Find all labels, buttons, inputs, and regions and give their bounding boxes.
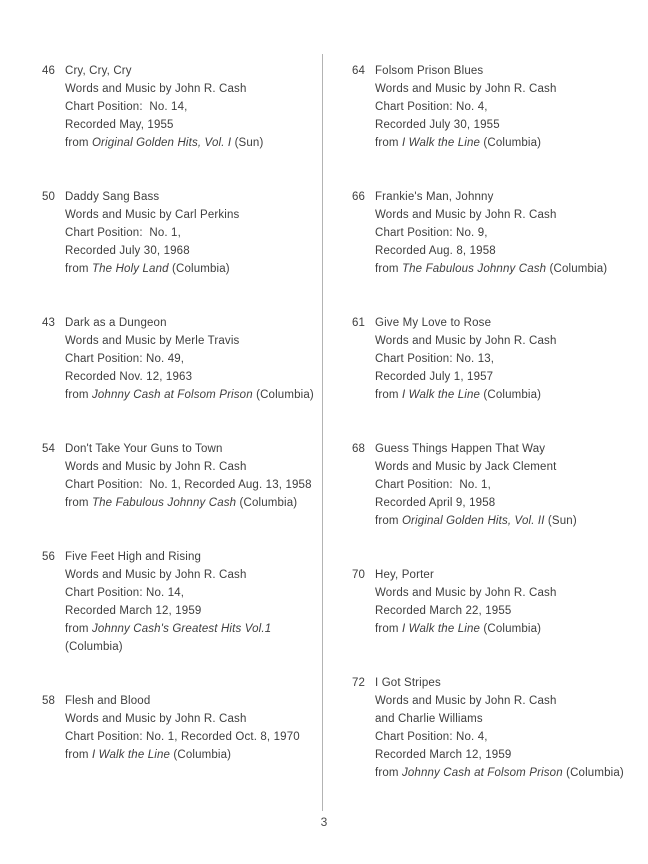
detail-text: (Columbia) xyxy=(252,389,314,401)
song-entry xyxy=(42,440,320,512)
song-entry-body xyxy=(65,314,320,404)
detail-text: Words and Music by Merle Travis xyxy=(65,335,240,347)
song-detail-line xyxy=(65,98,320,116)
detail-text: (Columbia) xyxy=(546,263,608,275)
column-divider-rule xyxy=(322,54,323,811)
song-detail-line xyxy=(375,512,642,530)
song-title: Don't Take Your Guns to Town xyxy=(65,443,223,455)
song-detail-line xyxy=(375,80,642,98)
detail-text: from xyxy=(65,497,92,509)
song-entry-body xyxy=(375,314,642,404)
song-detail-line xyxy=(375,350,642,368)
detail-text: Chart Position: No. 1, Recorded Aug. 13, 1958 xyxy=(65,479,312,491)
detail-text: (Sun) xyxy=(231,137,264,149)
song-entry xyxy=(42,188,320,278)
detail-text: from xyxy=(65,623,92,635)
song-detail-line xyxy=(375,728,642,746)
detail-text: Words and Music by Jack Clement xyxy=(375,461,557,473)
song-entry xyxy=(42,692,320,764)
song-title: Folsom Prison Blues xyxy=(375,65,484,77)
song-entry-body xyxy=(65,188,320,278)
detail-text: (Columbia) xyxy=(168,263,230,275)
detail-text: Chart Position: No. 1, xyxy=(375,479,491,491)
song-detail-line xyxy=(375,116,642,134)
song-title: Dark as a Dungeon xyxy=(65,317,167,329)
detail-text: Words and Music by John R. Cash xyxy=(375,335,557,347)
song-title: Hey, Porter xyxy=(375,569,434,581)
song-detail-line xyxy=(375,458,642,476)
album-title: Johnny Cash at Folsom Prison xyxy=(401,767,563,779)
song-entry xyxy=(42,314,320,404)
song-page-number: 66 xyxy=(352,191,366,203)
detail-text: Recorded July 30, 1955 xyxy=(375,119,500,131)
song-entry-body xyxy=(65,692,320,764)
song-detail-line xyxy=(375,764,642,782)
song-detail-line xyxy=(65,80,320,98)
song-detail-line xyxy=(375,494,642,512)
song-entry-body xyxy=(375,62,642,152)
album-title: Original Golden Hits, Vol. II xyxy=(401,515,545,527)
detail-text: Recorded Nov. 12, 1963 xyxy=(65,371,193,383)
detail-text: Recorded March 12, 1959 xyxy=(375,749,512,761)
song-title: I Got Stripes xyxy=(375,677,441,689)
detail-text: (Columbia) xyxy=(480,623,542,635)
song-detail-line xyxy=(375,584,642,602)
detail-text: Chart Position: No. 1, Recorded Oct. 8, 1970 xyxy=(65,731,300,743)
detail-text: Words and Music by John R. Cash xyxy=(375,83,557,95)
song-detail-line xyxy=(65,566,320,584)
detail-text: Chart Position: No. 4, xyxy=(375,101,488,113)
song-detail-line xyxy=(65,260,320,278)
song-title: Cry, Cry, Cry xyxy=(65,65,132,77)
song-detail-line xyxy=(65,728,320,746)
song-entry xyxy=(352,674,642,782)
song-detail-line xyxy=(375,224,642,242)
song-entry xyxy=(352,188,642,278)
song-detail-line xyxy=(65,224,320,242)
song-detail-line xyxy=(375,710,642,728)
song-detail-line xyxy=(65,134,320,152)
song-page-number: 56 xyxy=(42,551,56,563)
song-entry-body xyxy=(65,62,320,152)
song-detail-line xyxy=(65,206,320,224)
detail-text: from xyxy=(65,389,92,401)
song-title: Flesh and Blood xyxy=(65,695,151,707)
song-entry-body xyxy=(375,674,642,782)
album-title: The Fabulous Johnny Cash xyxy=(401,263,547,275)
song-detail-line xyxy=(375,386,642,404)
song-page-number: 72 xyxy=(352,677,366,689)
detail-text: Chart Position: No. 9, xyxy=(375,227,488,239)
detail-text: from xyxy=(65,263,92,275)
detail-text: Words and Music by John R. Cash xyxy=(375,209,557,221)
song-entry-body xyxy=(375,188,642,278)
song-page-number: 68 xyxy=(352,443,366,455)
detail-text: from xyxy=(375,263,402,275)
song-detail-line xyxy=(65,332,320,350)
detail-text: Recorded March 12, 1959 xyxy=(65,605,202,617)
song-entry-body xyxy=(65,548,320,656)
song-page-number: 64 xyxy=(352,65,366,77)
song-detail-line xyxy=(375,98,642,116)
song-entry-body xyxy=(65,440,320,512)
album-title: Original Golden Hits, Vol. I xyxy=(91,137,232,149)
song-detail-line xyxy=(375,692,642,710)
detail-text: from xyxy=(375,767,402,779)
detail-text: Words and Music by John R. Cash xyxy=(65,569,247,581)
song-detail-line xyxy=(375,260,642,278)
song-entry xyxy=(42,548,320,656)
detail-text: (Columbia) xyxy=(562,767,624,779)
song-detail-line xyxy=(375,332,642,350)
song-title: Five Feet High and Rising xyxy=(65,551,202,563)
song-page-number: 46 xyxy=(42,65,56,77)
album-title: Johnny Cash's Greatest Hits Vol.1 xyxy=(91,623,272,635)
song-page-number: 43 xyxy=(42,317,56,329)
detail-text: Recorded April 9, 1958 xyxy=(375,497,496,509)
detail-text: Chart Position: No. 4, xyxy=(375,731,488,743)
song-detail-line xyxy=(375,206,642,224)
detail-text: Recorded Aug. 8, 1958 xyxy=(375,245,496,257)
detail-text: Words and Music by John R. Cash xyxy=(65,713,247,725)
detail-text: from xyxy=(375,389,402,401)
song-detail-line xyxy=(65,350,320,368)
detail-text: Words and Music by John R. Cash xyxy=(375,695,557,707)
detail-text: (Columbia) xyxy=(65,641,123,653)
song-page-number: 61 xyxy=(352,317,366,329)
song-detail-line xyxy=(65,494,320,512)
column-right xyxy=(352,62,642,818)
song-detail-line xyxy=(65,116,320,134)
detail-text: Chart Position: No. 14, xyxy=(65,101,188,113)
detail-text: Chart Position: No. 13, xyxy=(375,353,495,365)
song-detail-line xyxy=(65,476,320,494)
song-detail-line xyxy=(65,620,320,638)
album-title: The Fabulous Johnny Cash xyxy=(91,497,237,509)
song-detail-line xyxy=(375,476,642,494)
song-page-number: 50 xyxy=(42,191,56,203)
song-page-number: 54 xyxy=(42,443,56,455)
song-detail-line xyxy=(375,746,642,764)
song-title: Daddy Sang Bass xyxy=(65,191,160,203)
detail-text: from xyxy=(375,137,402,149)
song-detail-line xyxy=(65,242,320,260)
detail-text: Words and Music by John R. Cash xyxy=(375,587,557,599)
song-detail-line xyxy=(65,746,320,764)
page-number: 3 xyxy=(320,815,328,829)
album-title: I Walk the Line xyxy=(401,137,481,149)
song-detail-line xyxy=(375,602,642,620)
song-entry xyxy=(352,440,642,530)
album-title: I Walk the Line xyxy=(401,389,481,401)
song-detail-line xyxy=(65,584,320,602)
detail-text: (Columbia) xyxy=(170,749,232,761)
detail-text: from xyxy=(65,137,92,149)
detail-text: (Columbia) xyxy=(480,389,542,401)
song-detail-line xyxy=(65,368,320,386)
column-left xyxy=(42,62,320,800)
detail-text: Chart Position: No. 1, xyxy=(65,227,181,239)
song-detail-line xyxy=(65,386,320,404)
song-entry xyxy=(352,62,642,152)
song-entry xyxy=(352,314,642,404)
song-page-number: 58 xyxy=(42,695,56,707)
detail-text: Recorded March 22, 1955 xyxy=(375,605,512,617)
detail-text: (Columbia) xyxy=(480,137,542,149)
detail-text: Chart Position: No. 49, xyxy=(65,353,185,365)
detail-text: Recorded May, 1955 xyxy=(65,119,174,131)
detail-text: from xyxy=(375,623,402,635)
song-detail-line xyxy=(65,458,320,476)
detail-text: Chart Position: No. 14, xyxy=(65,587,185,599)
detail-text: Words and Music by John R. Cash xyxy=(65,83,247,95)
detail-text: Recorded July 1, 1957 xyxy=(375,371,494,383)
song-title: Frankie's Man, Johnny xyxy=(375,191,494,203)
detail-text: (Columbia) xyxy=(236,497,298,509)
detail-text: Words and Music by John R. Cash xyxy=(65,461,247,473)
song-detail-line xyxy=(65,602,320,620)
detail-text: (Sun) xyxy=(544,515,577,527)
detail-text: Words and Music by Carl Perkins xyxy=(65,209,240,221)
song-entry xyxy=(352,566,642,638)
song-entry xyxy=(42,62,320,152)
song-detail-line xyxy=(375,134,642,152)
detail-text: from xyxy=(375,515,402,527)
detail-text: Recorded July 30, 1968 xyxy=(65,245,190,257)
album-title: I Walk the Line xyxy=(401,623,481,635)
detail-text: from xyxy=(65,749,92,761)
song-entry-body xyxy=(375,566,642,638)
album-title: Johnny Cash at Folsom Prison xyxy=(91,389,253,401)
song-detail-line xyxy=(375,242,642,260)
song-detail-line xyxy=(375,368,642,386)
song-page-number: 70 xyxy=(352,569,366,581)
song-title: Guess Things Happen That Way xyxy=(375,443,546,455)
song-entry-body xyxy=(375,440,642,530)
album-title: I Walk the Line xyxy=(91,749,171,761)
song-title: Give My Love to Rose xyxy=(375,317,492,329)
song-detail-line xyxy=(65,710,320,728)
album-title: The Holy Land xyxy=(91,263,169,275)
song-detail-line xyxy=(375,620,642,638)
song-detail-line xyxy=(65,638,320,656)
detail-text: and Charlie Williams xyxy=(375,713,483,725)
